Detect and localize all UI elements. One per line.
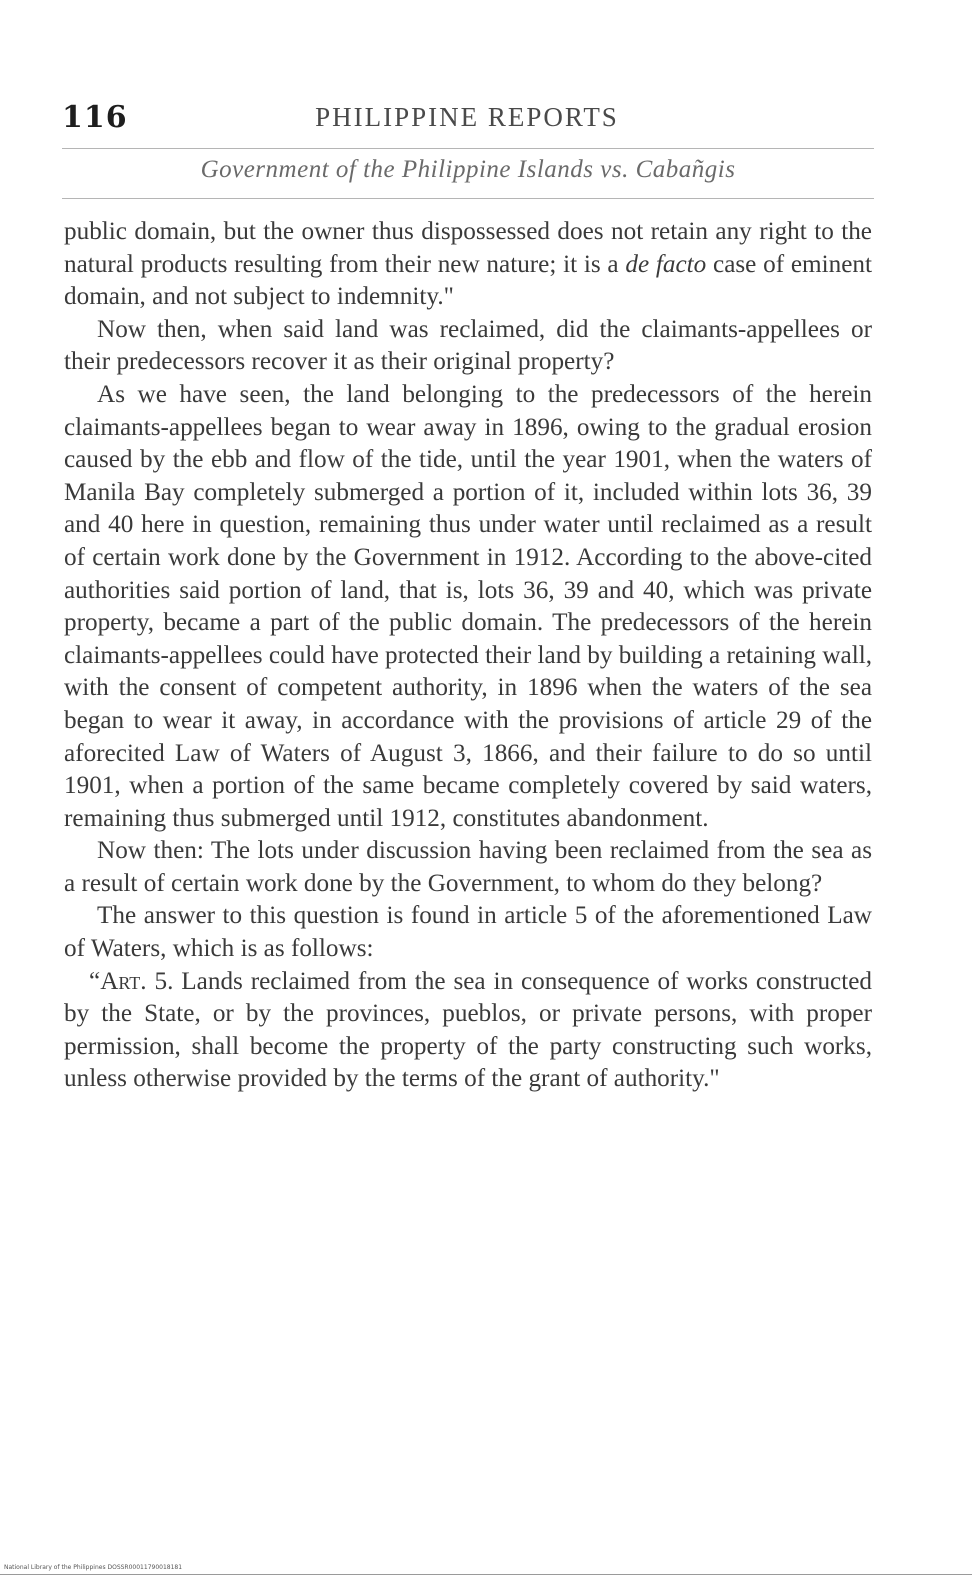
page-number: 116 — [62, 100, 128, 135]
case-caption: Government of the Philippine Islands vs. Cabañgis — [200, 156, 736, 183]
article-label: Art. — [100, 967, 147, 995]
italic-phrase: de facto — [625, 250, 707, 278]
paragraph-text: case of eminent domain, and not subject to indemnity." — [64, 250, 872, 311]
page-header — [62, 100, 872, 144]
paragraph: Now then, when said land was reclaimed, did the claimants-appellees or their predecessors recover it as their original property? — [64, 315, 872, 376]
body-text — [64, 216, 872, 1096]
running-title: PHILIPPINE REPORTS — [315, 102, 619, 132]
header-rule-bottom — [62, 198, 874, 199]
paragraph-continued — [64, 216, 872, 314]
paragraph-text: public domain, but the owner thus dispossessed does not retain any right to the natural products resulting from their new nature; it is a — [64, 218, 872, 278]
quoted-article — [64, 966, 872, 1096]
paragraph: As we have seen, the land belonging to the predecessors of the herein claimants-appellees began to wear away in 1896, owing to the gradual erosion caused by the ebb and flow of the tide, until the year 1901, when the waters of Manila Bay completely submerged a portion of it, included within lots 36, 39 and 40 here in question, remaining thus under water until reclaimed as a result of certain work done by the Government in 1912. According to the above-cited authorities said portion of land, that is, lots 36, 39 and 40, which was private property, became a part of the public domain. The predecessors of the herein claimants-appellees could have protected their land by building a retaining wall, with the consent of competent authority, in 1896 when the waters of the sea began to wear it away, in accordance with the provisions of article 29 of the aforecited Law of Waters of August 3, 1866, and their failure to do so until 1901, when a portion of the same became completely covered by said waters, remaining thus submerged until 1912, constitutes abandonment. — [64, 380, 872, 832]
quote-mark: “ — [89, 967, 101, 995]
footer-note: National Library of the Philippines DOSSR00011790018181 — [4, 1564, 183, 1571]
paragraph: Now then: The lots under discussion having been reclaimed from the sea as a result of certain work done by the Government, to whom do they belong? — [64, 837, 872, 897]
paragraph-text: 5. Lands reclaimed from the sea in consequence of works constructed by the State, or by the provinces, pueblos, or private persons, with proper permission, shall become the property of the party constructing such works, unless otherwise provided by the terms of the grant of authority." — [64, 967, 872, 1093]
header-rule-top — [62, 148, 874, 149]
paragraph: The answer to this question is found in article 5 of the aforementioned Law of Waters, which is as follows: — [64, 902, 872, 963]
footer-rule — [0, 1574, 972, 1575]
